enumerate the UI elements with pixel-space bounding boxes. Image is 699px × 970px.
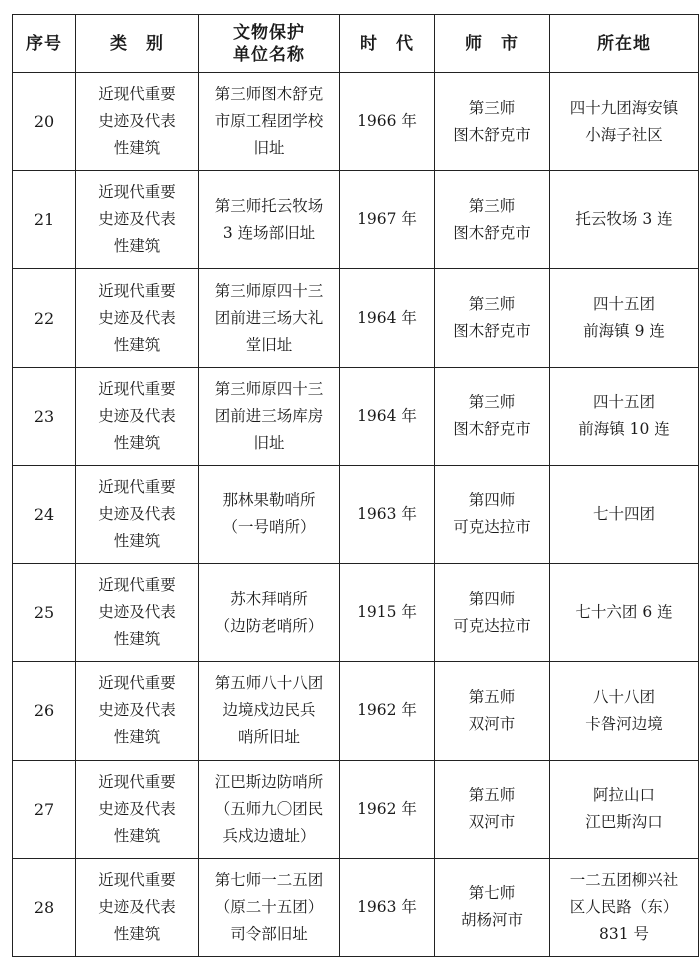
category-line: 性建筑 <box>113 139 161 158</box>
division-city-line: 第四师 <box>468 491 516 510</box>
cell-category <box>76 367 199 465</box>
header-row <box>13 15 699 73</box>
header-no: 序号 <box>13 15 76 73</box>
location-line: 卡昝河边境 <box>585 714 663 733</box>
cell-category <box>76 73 199 171</box>
cell-no: 24 <box>13 465 76 563</box>
cell-category <box>76 171 199 269</box>
category-line: 史迹及代表 <box>98 210 176 229</box>
cell-location <box>550 858 699 956</box>
division-city-line: 图木舒克市 <box>453 223 531 242</box>
cell-location <box>550 465 699 563</box>
cell-site-name <box>199 662 340 760</box>
location-line: 前海镇 10 连 <box>578 420 670 439</box>
category-line: 史迹及代表 <box>98 308 176 327</box>
table-row <box>13 171 699 269</box>
location-line: 区人民路（东） <box>569 897 679 916</box>
category-line: 性建筑 <box>113 237 161 256</box>
category-line: 史迹及代表 <box>98 799 176 818</box>
cell-era: 1915 年 <box>340 564 435 662</box>
header-city: 师 市 <box>435 15 550 73</box>
category-line: 史迹及代表 <box>98 112 176 131</box>
header-name-line2: 单位名称 <box>233 44 305 65</box>
cell-no: 26 <box>13 662 76 760</box>
cell-era: 1962 年 <box>340 760 435 858</box>
site-name-line: 旧址 <box>253 433 285 452</box>
location-line: 小海子社区 <box>585 125 663 144</box>
cell-category <box>76 858 199 956</box>
cell-site-name <box>199 760 340 858</box>
category-line: 性建筑 <box>113 630 161 649</box>
division-city-line: 图木舒克市 <box>453 125 531 144</box>
cell-site-name <box>199 367 340 465</box>
cell-location <box>550 73 699 171</box>
site-name-line: 第三师原四十三 <box>214 379 324 398</box>
division-city-line: 双河市 <box>468 813 516 832</box>
site-name-line: 团前进三场大礼 <box>214 308 324 327</box>
header-name <box>199 15 340 73</box>
division-city-line: 第七师 <box>468 884 516 903</box>
cell-no: 22 <box>13 269 76 367</box>
cell-era: 1963 年 <box>340 858 435 956</box>
division-city-line: 图木舒克市 <box>453 322 531 341</box>
category-line: 近现代重要 <box>98 477 176 496</box>
cell-no: 28 <box>13 858 76 956</box>
category-line: 近现代重要 <box>98 281 176 300</box>
site-name-line: 堂旧址 <box>245 335 293 354</box>
cell-era: 1967 年 <box>340 171 435 269</box>
cell-site-name <box>199 564 340 662</box>
category-line: 史迹及代表 <box>98 504 176 523</box>
header-category: 类 别 <box>76 15 199 73</box>
category-line: 近现代重要 <box>98 772 176 791</box>
location-line: 四十五团 <box>592 295 655 314</box>
location-line: 七十六团 6 连 <box>575 603 673 622</box>
header-name-line1: 文物保护 <box>233 22 305 43</box>
site-name-line: 第三师托云牧场 <box>214 196 324 215</box>
cell-era: 1964 年 <box>340 367 435 465</box>
category-line: 性建筑 <box>113 433 161 452</box>
location-line: 阿拉山口 <box>592 786 655 805</box>
site-name-line: （五师九〇团民 <box>214 799 324 818</box>
table-row <box>13 760 699 858</box>
cell-category <box>76 662 199 760</box>
site-name-line: 旧址 <box>253 139 285 158</box>
header-era: 时 代 <box>340 15 435 73</box>
cell-location <box>550 662 699 760</box>
division-city-line: 胡杨河市 <box>460 911 523 930</box>
site-name-line: 边境戍边民兵 <box>222 701 316 720</box>
category-line: 近现代重要 <box>98 870 176 889</box>
category-line: 近现代重要 <box>98 183 176 202</box>
site-name-line: 第五师八十八团 <box>214 674 324 693</box>
cell-division-city <box>435 269 550 367</box>
cell-category <box>76 564 199 662</box>
location-line: 四十五团 <box>592 393 655 412</box>
division-city-line: 双河市 <box>468 714 516 733</box>
site-name-line: 第七师一二五团 <box>214 870 324 889</box>
site-name-line: （原二十五团） <box>214 897 324 916</box>
cell-division-city <box>435 465 550 563</box>
cell-division-city <box>435 564 550 662</box>
cell-division-city <box>435 858 550 956</box>
category-line: 史迹及代表 <box>98 897 176 916</box>
division-city-line: 第五师 <box>468 786 516 805</box>
cell-division-city <box>435 760 550 858</box>
division-city-line: 第四师 <box>468 589 516 608</box>
category-line: 性建筑 <box>113 728 161 747</box>
site-name-line: 那林果勒哨所 <box>222 491 316 510</box>
location-line: 四十九团海安镇 <box>569 98 679 117</box>
category-line: 性建筑 <box>113 826 161 845</box>
table-row <box>13 858 699 956</box>
site-name-line: 兵戍边遗址） <box>222 826 316 845</box>
site-name-line: 团前进三场库房 <box>214 406 324 425</box>
cell-location <box>550 760 699 858</box>
division-city-line: 第三师 <box>468 393 516 412</box>
location-line: 江巴斯沟口 <box>585 813 663 832</box>
table-row <box>13 662 699 760</box>
site-name-line: 苏木拜哨所 <box>230 589 308 608</box>
cell-era: 1963 年 <box>340 465 435 563</box>
cell-division-city <box>435 367 550 465</box>
cell-location <box>550 564 699 662</box>
table-row <box>13 564 699 662</box>
cell-division-city <box>435 73 550 171</box>
category-line: 史迹及代表 <box>98 701 176 720</box>
cell-no: 23 <box>13 367 76 465</box>
category-line: 性建筑 <box>113 531 161 550</box>
cell-no: 21 <box>13 171 76 269</box>
cell-era: 1962 年 <box>340 662 435 760</box>
division-city-line: 第三师 <box>468 98 516 117</box>
table-row <box>13 367 699 465</box>
cell-era: 1964 年 <box>340 269 435 367</box>
table-body <box>13 73 699 957</box>
cell-location <box>550 367 699 465</box>
table-row <box>13 269 699 367</box>
cell-site-name <box>199 269 340 367</box>
division-city-line: 第三师 <box>468 196 516 215</box>
cell-location <box>550 171 699 269</box>
category-line: 性建筑 <box>113 335 161 354</box>
site-name-line: 第三师原四十三 <box>214 281 324 300</box>
category-line: 史迹及代表 <box>98 406 176 425</box>
category-line: 性建筑 <box>113 924 161 943</box>
division-city-line: 可克达拉市 <box>453 518 531 537</box>
cell-site-name <box>199 73 340 171</box>
cell-category <box>76 269 199 367</box>
header-location: 所在地 <box>550 15 699 73</box>
table-row <box>13 465 699 563</box>
category-line: 近现代重要 <box>98 674 176 693</box>
cell-era: 1966 年 <box>340 73 435 171</box>
site-name-line: 哨所旧址 <box>237 728 300 747</box>
location-line: 托云牧场 3 连 <box>575 210 673 229</box>
location-line: 八十八团 <box>592 687 655 706</box>
category-line: 史迹及代表 <box>98 603 176 622</box>
site-name-line: （一号哨所） <box>222 518 316 537</box>
location-line: 七十四团 <box>592 504 655 523</box>
cell-no: 27 <box>13 760 76 858</box>
category-line: 近现代重要 <box>98 85 176 104</box>
cell-site-name <box>199 171 340 269</box>
site-name-line: 3 连场部旧址 <box>222 223 316 242</box>
cell-division-city <box>435 662 550 760</box>
site-name-line: （边防老哨所） <box>214 616 324 635</box>
division-city-line: 第三师 <box>468 295 516 314</box>
site-name-line: 江巴斯边防哨所 <box>214 772 324 791</box>
site-name-line: 司令部旧址 <box>230 924 308 943</box>
cell-no: 20 <box>13 73 76 171</box>
cell-category <box>76 465 199 563</box>
cell-site-name <box>199 858 340 956</box>
cell-no: 25 <box>13 564 76 662</box>
cell-site-name <box>199 465 340 563</box>
cell-location <box>550 269 699 367</box>
location-line: 一二五团柳兴社 <box>569 870 679 889</box>
cell-division-city <box>435 171 550 269</box>
division-city-line: 第五师 <box>468 687 516 706</box>
division-city-line: 可克达拉市 <box>453 616 531 635</box>
site-name-line: 市原工程团学校 <box>214 112 324 131</box>
division-city-line: 图木舒克市 <box>453 420 531 439</box>
table-row <box>13 73 699 171</box>
category-line: 近现代重要 <box>98 379 176 398</box>
category-line: 近现代重要 <box>98 576 176 595</box>
site-name-line: 第三师图木舒克 <box>214 85 324 104</box>
location-line: 831 号 <box>598 924 649 943</box>
cell-category <box>76 760 199 858</box>
location-line: 前海镇 9 连 <box>583 322 665 341</box>
heritage-table <box>12 14 699 957</box>
